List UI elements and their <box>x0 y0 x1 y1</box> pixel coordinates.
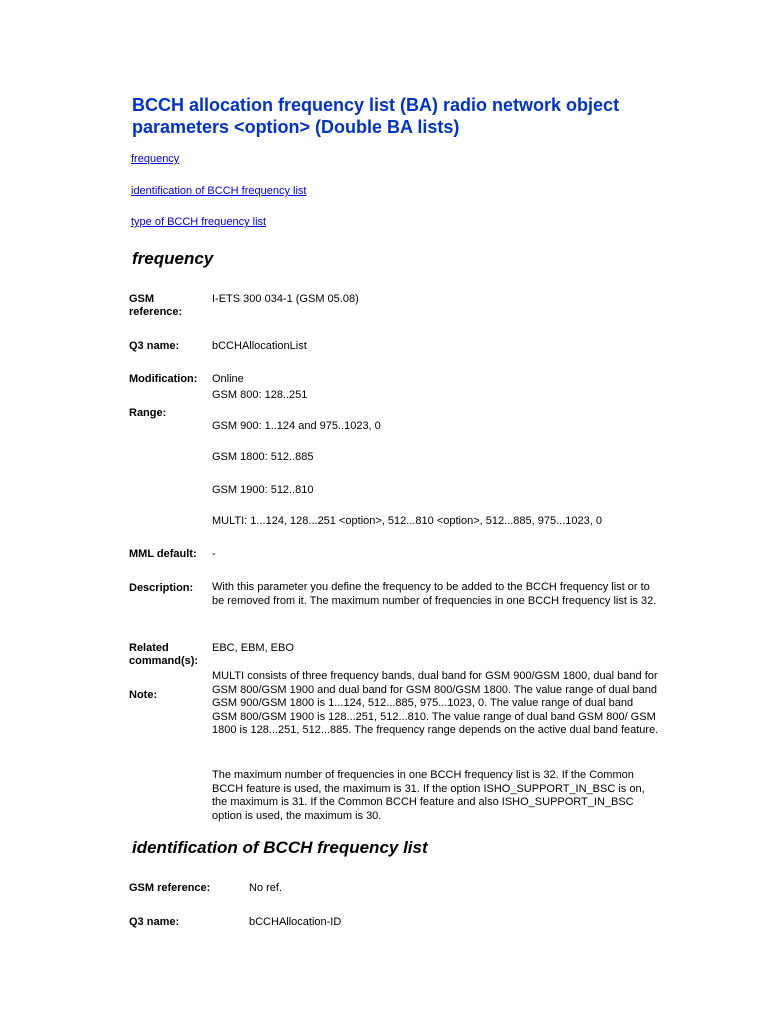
related-commands-label: Related command(s): <box>129 642 199 667</box>
range-value-multi: MULTI: 1...124, 128...251 <option>, 512...810 <option>, 512...885, 975...1023, 0 <box>212 515 602 527</box>
id-q3-name-label: Q3 name: <box>129 916 180 928</box>
toc-link-identification[interactable]: identification of BCCH frequency list <box>131 185 307 197</box>
gsm-reference-value: I-ETS 300 034-1 (GSM 05.08) <box>212 293 359 305</box>
q3-name-label: Q3 name: <box>129 340 180 352</box>
id-q3-name-value: bCCHAllocation-ID <box>249 916 342 928</box>
id-gsm-reference-label: GSM reference: <box>129 882 211 894</box>
id-gsm-reference-value: No ref. <box>249 882 283 894</box>
modification-value: Online <box>212 373 244 385</box>
gsm-reference-label: GSM reference: <box>129 293 183 318</box>
toc-link-type[interactable]: type of BCCH frequency list <box>131 216 267 228</box>
mml-default-value: - <box>212 548 216 560</box>
range-label: Range: <box>129 407 167 419</box>
note-label: Note: <box>129 689 158 701</box>
note-paragraph-2: The maximum number of frequencies in one BCCH frequency list is 32. If the Common BCCH feature is used, the maximum is 31. If the option ISHO_SUPPORT_IN_BSC is on, the maximum is 31. If the Common BCCH feature and also ISHO_SUPPORT_IN_BSC option is used, the maximum is 30. <box>212 769 645 822</box>
modification-label: Modification: <box>129 373 198 385</box>
range-value-gsm900: GSM 900: 1..124 and 975..1023, 0 <box>212 420 381 432</box>
mml-default-label: MML default: <box>129 548 197 560</box>
note-paragraph-1: MULTI consists of three frequency bands, dual band for GSM 900/GSM 1800, dual band for GSM 800/GSM 1900 and dual band for GSM 800/GSM 1800. The value range of dual band GSM 900/GSM 1800 is 1...124, 512...885, 975...1023, 0. The value range of dual band GSM 800/GSM 1900 is 128...251, 512...810. The value range of dual band GSM 800/ GSM 1800 is 128...251, 512...885. The frequency range depends on the active dual band feature. <box>212 670 659 736</box>
section-heading-identification: identification of BCCH frequency list <box>132 838 428 857</box>
description-value: With this parameter you define the frequency to be added to the BCCH frequency list or to be removed from it. The maximum number of frequencies in one BCCH frequency list is 32. <box>212 581 657 607</box>
description-label: Description: <box>129 582 194 594</box>
range-value-gsm1800: GSM 1800: 512..885 <box>212 451 314 463</box>
range-value-gsm1900: GSM 1900: 512..810 <box>212 484 314 496</box>
range-value-gsm800: GSM 800: 128..251 <box>212 389 308 401</box>
page-title: BCCH allocation frequency list (BA) radio network object parameters <option> (Double BA lists) <box>132 95 620 137</box>
related-commands-value: EBC, EBM, EBO <box>212 642 294 654</box>
section-heading-frequency: frequency <box>132 249 214 268</box>
toc-link-frequency[interactable]: frequency <box>131 153 180 165</box>
q3-name-value: bCCHAllocationList <box>212 340 307 352</box>
